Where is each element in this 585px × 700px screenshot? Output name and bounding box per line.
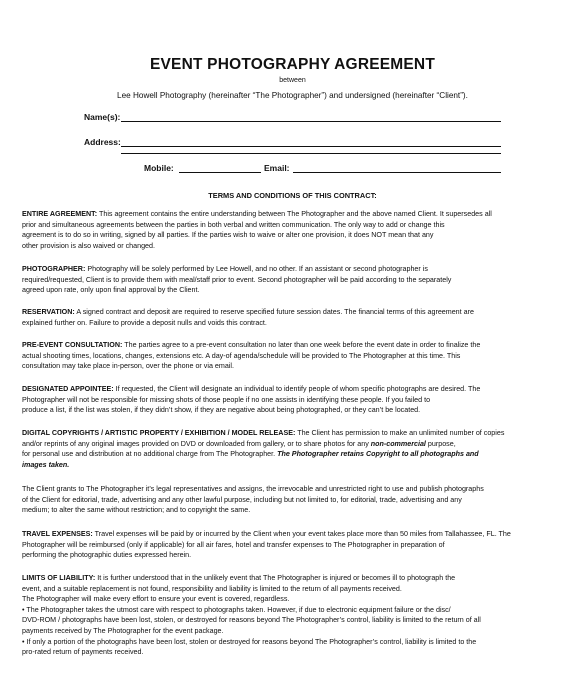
clause-limits-of-liability: [22, 573, 567, 658]
parties-text: Lee Howell Photography (hereinafter “The Photographer”) and undersigned (hereinafter “Client”).: [117, 91, 468, 100]
clause-text: medium; to alter the same without restriction; and to copyright the same.: [22, 506, 251, 515]
clause-digital-copyrights: [22, 428, 567, 470]
clause-text: A signed contract and deposit are required to reserve specified future session dates. The financial terms of this agreement are: [74, 308, 474, 316]
clause-pre-event-consultation: [22, 340, 567, 372]
clause-text: It is further understood that in the unlikely event that The Photographer is injured or becomes ill to photograph the: [95, 574, 456, 582]
clause-travel-expenses: [22, 529, 567, 561]
clause-emphasis: non-commercial: [370, 439, 426, 448]
clause-text: Photography will be solely performed by Lee Howell, and no other. If an assistant or second photographer is: [85, 265, 428, 273]
email-field[interactable]: [293, 172, 501, 173]
clause-text: and/or reprints of any original images provided on DVD or downloaded from gallery, or to share photos for any: [22, 439, 371, 448]
clause-heading: RESERVATION:: [22, 308, 75, 316]
clause-text: consultation may take place in-person, over the phone or via email.: [22, 362, 234, 371]
clause-text: explained further on. Failure to provide a deposit nulls and voids this contract.: [22, 318, 267, 327]
clause-text: for personal use and distribution at no additional charge from The Photographer.: [22, 450, 278, 459]
clause-text: other provision is also waived or changed.: [22, 241, 155, 250]
clause-heading: TRAVEL EXPENSES:: [22, 530, 93, 538]
clause-heading: ENTIRE AGREEMENT:: [22, 210, 98, 218]
clause-text: produce a list, if the list was stolen, if they didn’t show, if they are negative about being photographed, or they can’t be located.: [22, 406, 421, 415]
clause-text: event, and a suitable replacement is not found, responsibility and liability is limited to the return of all payments received.: [22, 584, 402, 593]
mobile-label: Mobile:: [144, 163, 174, 173]
mobile-field[interactable]: [179, 172, 261, 173]
clause-text: • If only a portion of the photographs have been lost, stolen or destroyed for reasons beyond The Photographer’s control, liability is limited to the: [22, 637, 477, 646]
name-field[interactable]: [121, 121, 501, 122]
clause-client-grants: [22, 484, 567, 516]
clause-text: Photographer will be reimbursed (only if applicable) for all air fares, hotel and transfer expenses to The Photographer in preparation of: [22, 540, 445, 549]
clause-text: Travel expenses will be paid by or incurred by the Client when your event takes place more than 50 miles from Tallahassee, FL. The: [92, 530, 511, 538]
between-text: between: [279, 77, 306, 84]
clause-text: The Client grants to The Photographer it’s legal representatives and assigns, the irrevocable and unrestricted right to use and publish photographs: [22, 485, 484, 493]
clause-text: DVD-ROM / photographs have been lost, stolen, or destroyed for reasons beyond The Photographer’s control, liability is limited to the return of all: [22, 616, 481, 625]
clause-emphasis: images taken.: [22, 460, 70, 469]
clause-heading: DESIGNATED APPOINTEE:: [22, 385, 114, 393]
clause-photographer: [22, 264, 567, 296]
clause-text: payments received by The Photographer for the event package.: [22, 626, 224, 635]
clause-designated-appointee: [22, 384, 567, 416]
clause-text: agreement is to do so in writing, signed by all parties. If the parties wish to waive or alter one provision, it does NOT mean that any: [22, 231, 434, 240]
clause-text: required/requested, Client is to provide them with meal/staff prior to event. Second photographer will be paid according to the separately: [22, 275, 452, 284]
clause-text: pro-rated return of payments received.: [22, 648, 144, 657]
clause-text: • The Photographer takes the utmost care with respect to photographs taken. However, if due to electronic equipment failure or the disc/: [22, 605, 451, 614]
address-field-line-2[interactable]: [121, 153, 501, 154]
clause-text: The Client has permission to make an unlimited number of copies: [295, 429, 505, 437]
address-field[interactable]: [121, 146, 501, 147]
clause-heading: PHOTOGRAPHER:: [22, 265, 86, 273]
clause-heading: DIGITAL COPYRIGHTS / ARTISTIC PROPERTY / EXHIBITION / MODEL RELEASE:: [22, 429, 296, 437]
clause-text: performing the photographic duties expressed herein.: [22, 551, 192, 560]
address-label: Address:: [84, 137, 121, 147]
clause-text: Photographer will not be responsible for missing shots of those people if no one assists in identifying these people. If you failed to: [22, 395, 431, 404]
clause-entire-agreement: [22, 209, 567, 251]
clause-heading: LIMITS OF LIABILITY:: [22, 574, 96, 582]
clause-text: of the Client for editorial, trade, advertising and any other lawful purpose, including but not limited to, for editorial, trade, advertising and any: [22, 495, 462, 504]
clause-text: prior and simultaneous agreements between the parties in both verbal and written communication. The only way to add or change this: [22, 220, 445, 229]
clause-text: If requested, the Client will designate an individual to identify people of whom specific photographs are desired. The: [113, 385, 481, 393]
name-label: Name(s):: [84, 112, 121, 122]
clause-reservation: [22, 307, 567, 328]
clause-text: agreed upon rate, only upon final approval by the Client.: [22, 286, 200, 295]
clause-heading: PRE-EVENT CONSULTATION:: [22, 341, 123, 349]
clause-emphasis: The Photographer retains Copyright to all photographs and: [277, 450, 479, 459]
email-label: Email:: [264, 163, 290, 173]
clause-text: The Photographer will make every effort to ensure your event is covered, regardless.: [22, 595, 290, 604]
clause-text: The parties agree to a pre-event consultation no later than one week before the event date in order to finalize the: [122, 341, 481, 349]
clause-text: This agreement contains the entire understanding between The Photographer and the above named Client. It supersedes all: [97, 210, 492, 218]
document-title: EVENT PHOTOGRAPHY AGREEMENT: [149, 56, 435, 73]
terms-title: TERMS AND CONDITIONS OF THIS CONTRACT:: [208, 191, 377, 200]
clause-text: actual shooting times, locations, changes, extensions etc. A day-of agenda/schedule will be provided to The Photographer at this time. This: [22, 351, 461, 360]
clause-text: purpose,: [425, 439, 456, 448]
